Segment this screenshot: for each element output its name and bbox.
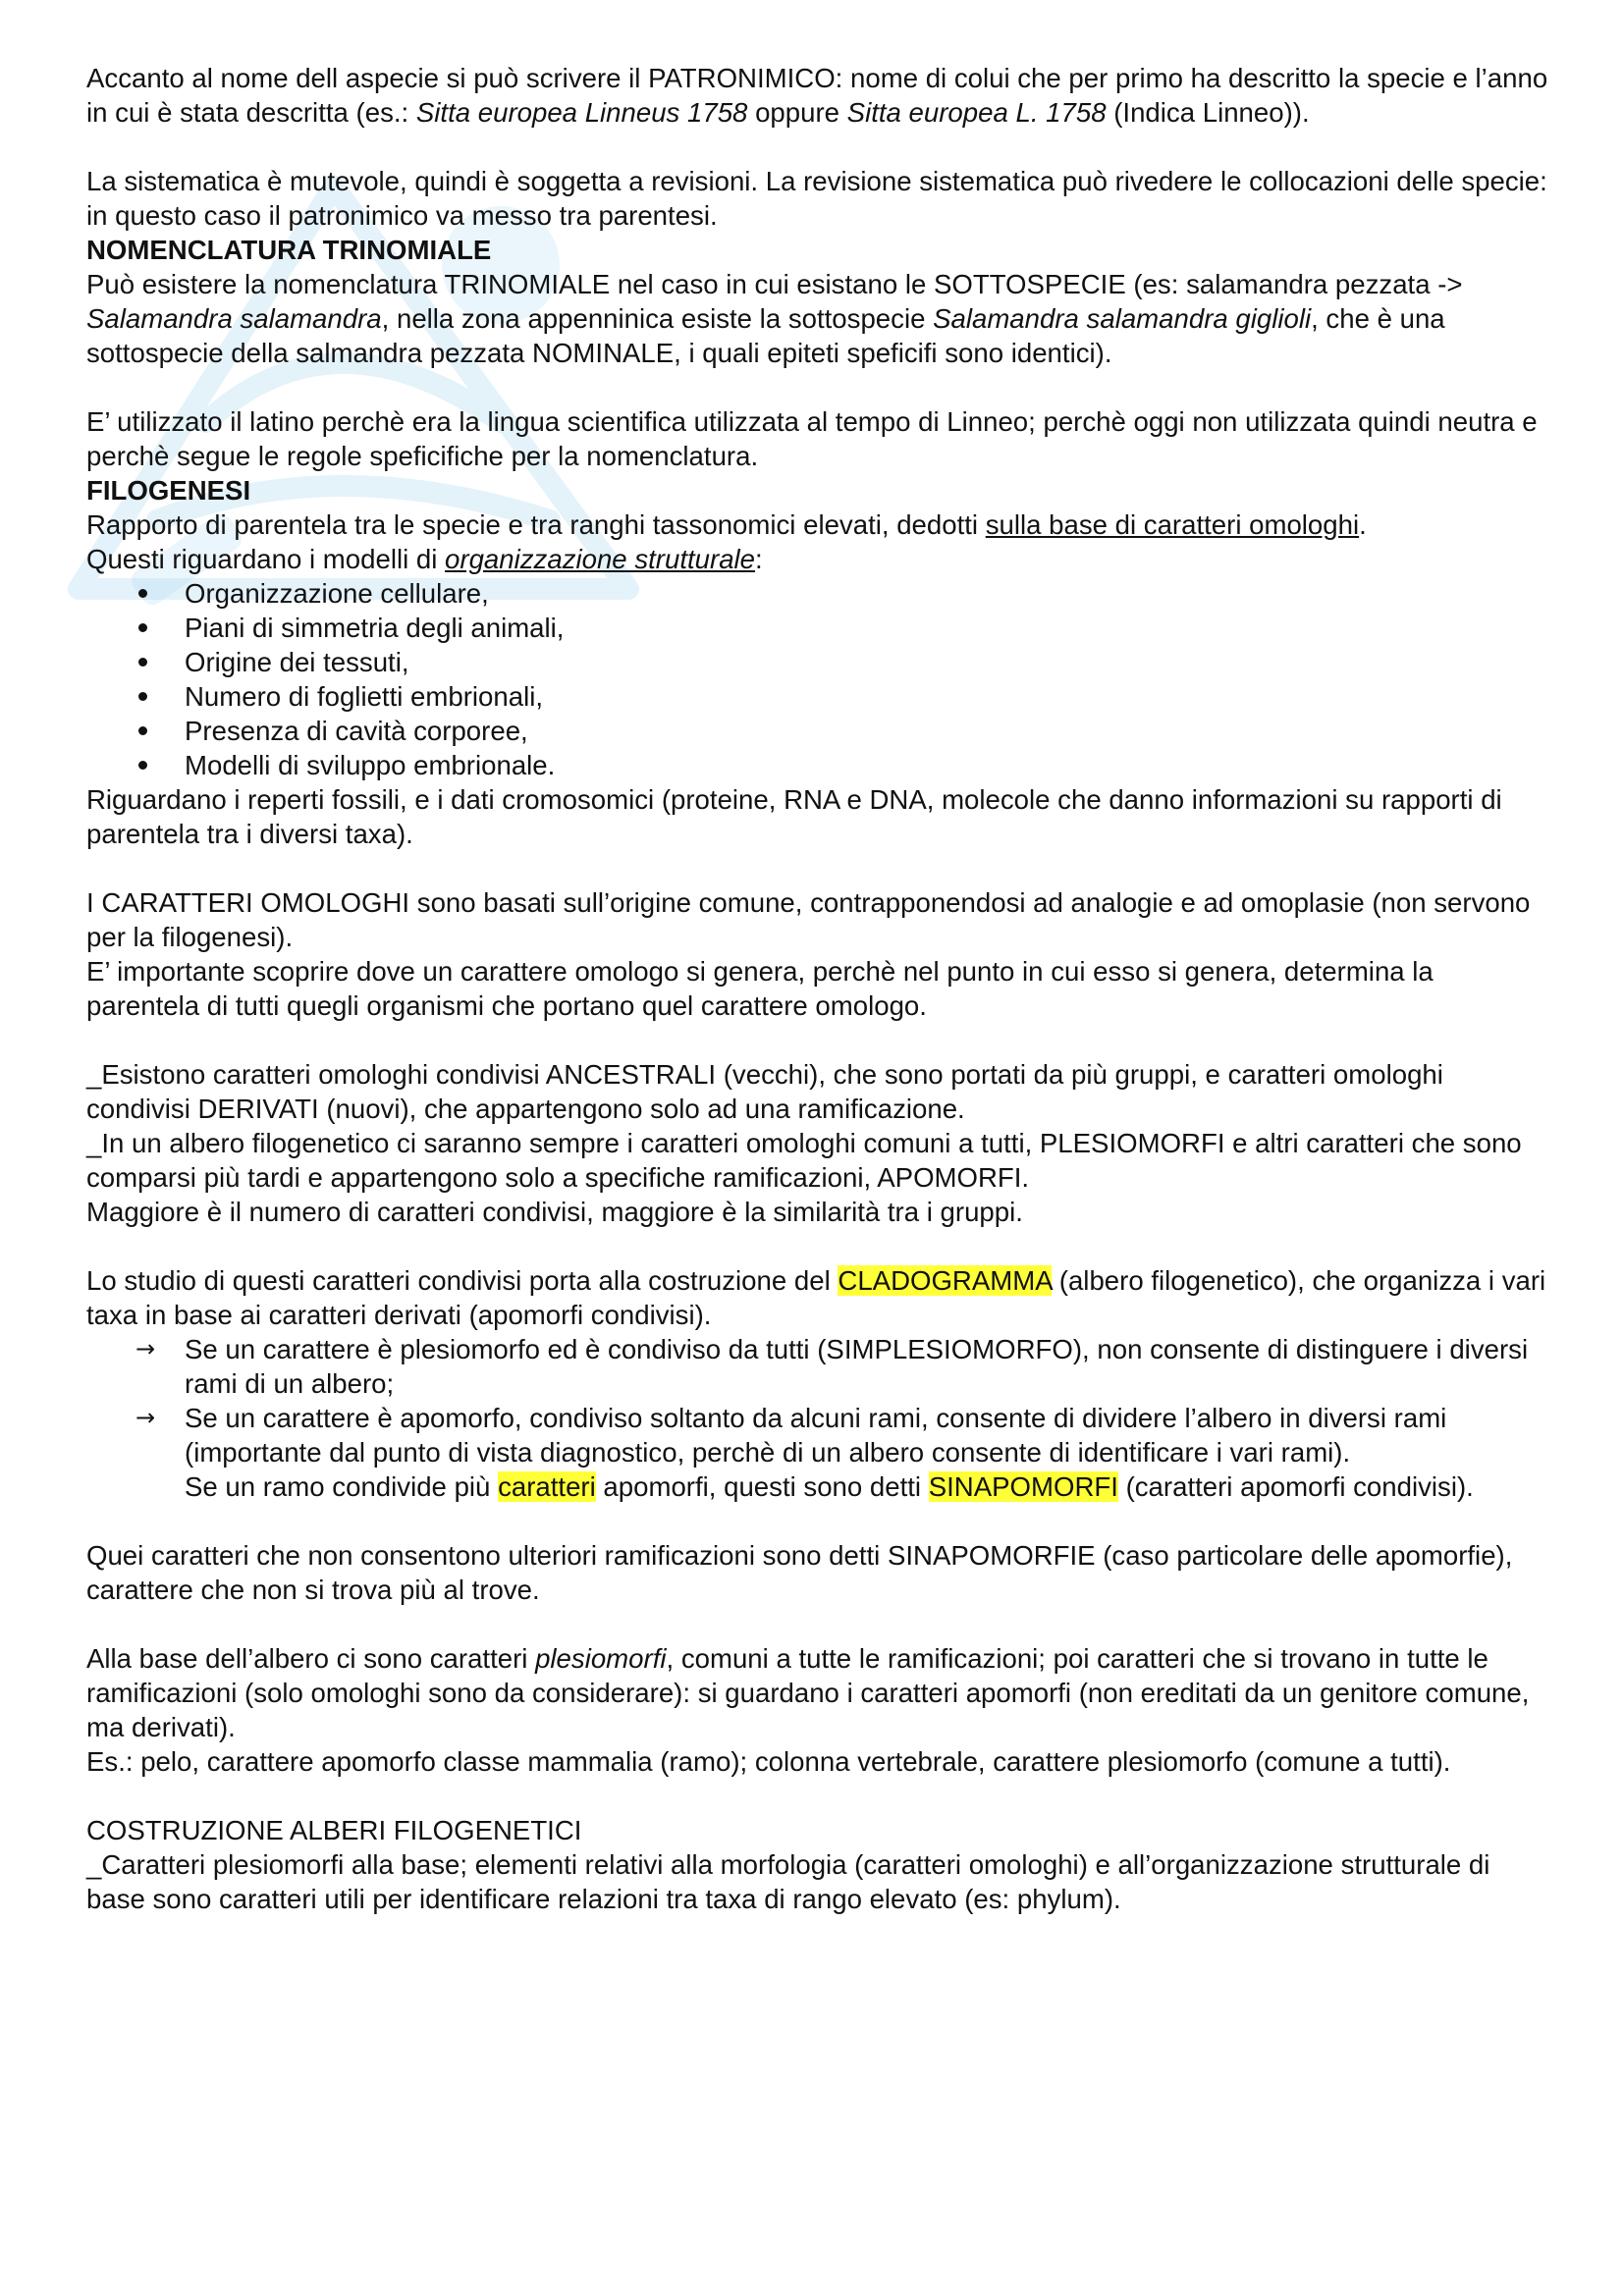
list-item: Origine dei tessuti, <box>185 645 1549 679</box>
document-page <box>86 61 1549 1916</box>
list-item: Presenza di cavità corporee, <box>185 714 1549 748</box>
paragraph-sinapomorfie: Quei caratteri che non consentono ulteriori ramificazioni sono detti SINAPOMORFIE (caso particolare delle apomorfie), carattere che non si trova più al trove. <box>86 1540 1513 1605</box>
heading-costruzione-alberi: COSTRUZIONE ALBERI FILOGENETICI <box>86 1815 582 1845</box>
paragraph-sistematica: La sistematica è mutevole, quindi è soggetta a revisioni. La revisione sistematica può rivedere le collocazioni delle specie: in questo caso il patronimico va messo tra parentesi. <box>86 166 1547 231</box>
paragraph-esempio: Es.: pelo, carattere apomorfo classe mammalia (ramo); colonna vertebrale, carattere plesiomorfo (comune a tutti). <box>86 1746 1451 1777</box>
list-item: Piani di simmetria degli animali, <box>185 611 1549 645</box>
bullet-list-organizzazione <box>86 576 1549 782</box>
highlight-sinapomorfi: SINAPOMORFI <box>928 1471 1118 1502</box>
right-arrow-icon: → <box>135 1404 156 1431</box>
list-item: Organizzazione cellulare, <box>185 576 1549 611</box>
paragraph-modelli: Questi riguardano i modelli di organizzazione strutturale: <box>86 544 763 574</box>
paragraph-patronimico: Accanto al nome dell aspecie si può scrivere il PATRONIMICO: nome di colui che per primo ha descritto la specie e l’anno in cui è stata descritta (es.: Sitta europea Linneus 1758 oppure Sitta europea L. 1758 (Indica Linneo)). <box>86 63 1548 128</box>
highlight-caratteri: caratteri <box>498 1471 596 1502</box>
highlight-cladogramma: CLADOGRAMMA <box>838 1265 1053 1296</box>
heading-nomenclatura-trinomiale: NOMENCLATURA TRINOMIALE <box>86 235 492 265</box>
paragraph-trinomiale: Può esistere la nomenclatura TRINOMIALE nel caso in cui esistano le SOTTOSPECIE (es: salamandra pezzata -> Salamandra salamandra, nella zona appenninica esiste la sottospecie Salamandra salamandra giglioli, che è una sottospecie della salmandra pezzata NOMINALE, i quali epiteti speficifi sono identici). <box>86 269 1463 368</box>
arrow-item-apomorfo: → Se un carattere è apomorfo, condiviso soltanto da alcuni rami, consente di dividere l’albero in diversi rami (importante dal punto di vista diagnostico, perchè di un albero consente di identificare i vari rami). Se un ramo condivide più caratteri apomorfi, questi sono detti SINAPOMORFI (caratteri apomorfi condivisi). <box>135 1403 1474 1502</box>
paragraph-caratteri-omologhi: I CARATTERI OMOLOGHI sono basati sull’origine comune, contrapponendosi ad analogie e ad omoplasie (non servono per la filogenesi). <box>86 887 1531 952</box>
paragraph-base-albero: Alla base dell’albero ci sono caratteri plesiomorfi, comuni a tutte le ramificazioni; poi caratteri che si trovano in tutte le ramificazioni (solo omologhi sono da considerare): si guardano i caratteri apomorfi (non ereditati da un genitore comune, ma derivati). <box>86 1643 1530 1742</box>
paragraph-costruzione: _Caratteri plesiomorfi alla base; elementi relativi alla morfologia (caratteri omologhi) e all’organizzazione strutturale di base sono caratteri utili per identificare relazioni tra taxa di rango elevato (es: phylum). <box>86 1849 1490 1914</box>
paragraph-reperti: Riguardano i reperti fossili, e i dati cromosomici (proteine, RNA e DNA, molecole che danno informazioni su rapporti di parentela tra i diversi taxa). <box>86 784 1502 849</box>
paragraph-cladogramma: Lo studio di questi caratteri condivisi porta alla costruzione del CLADOGRAMMA (albero filogenetico), che organizza i vari taxa in base ai caratteri derivati (apomorfi condivisi). <box>86 1265 1546 1330</box>
arrow-item-simplesiomorfo: → Se un carattere è plesiomorfo ed è condiviso da tutti (SIMPLESIOMORFO), non consente di distinguere i diversi rami di un albero; <box>135 1334 1529 1399</box>
paragraph-latino: E’ utilizzato il latino perchè era la lingua scientifica utilizzata al tempo di Linneo; perchè oggi non utilizzata quindi neutra e perchè segue le regole speficifiche per la nomenclatura. <box>86 406 1538 471</box>
paragraph-plesiomorfi-apomorfi: _In un albero filogenetico ci saranno sempre i caratteri omologhi comuni a tutti, PLESIOMORFI e altri caratteri che sono comparsi più tardi e appartengono solo a specifiche ramificazioni, APOMORFI. <box>86 1128 1522 1193</box>
list-item: Numero di foglietti embrionali, <box>185 679 1549 714</box>
paragraph-parentela: Rapporto di parentela tra le specie e tra ranghi tassonomici elevati, dedotti sulla base di caratteri omologhi. <box>86 509 1367 540</box>
paragraph-ancestrali: _Esistono caratteri omologhi condivisi ANCESTRALI (vecchi), che sono portati da più gruppi, e caratteri omologhi condivisi DERIVATI (nuovi), che appartengono solo ad una ramificazione. <box>86 1059 1443 1124</box>
paragraph-similarita: Maggiore è il numero di caratteri condivisi, maggiore è la similarità tra i gruppi. <box>86 1197 1023 1227</box>
list-item: Modelli di sviluppo embrionale. <box>185 748 1549 782</box>
paragraph-carattere-omologo-genera: E’ importante scoprire dove un carattere omologo si genera, perchè nel punto in cui esso si genera, determina la parentela di tutti quegli organismi che portano quel carattere omologo. <box>86 956 1434 1021</box>
arrow-list <box>86 1332 1549 1504</box>
heading-filogenesi: FILOGENESI <box>86 475 251 506</box>
right-arrow-icon: → <box>135 1335 156 1362</box>
